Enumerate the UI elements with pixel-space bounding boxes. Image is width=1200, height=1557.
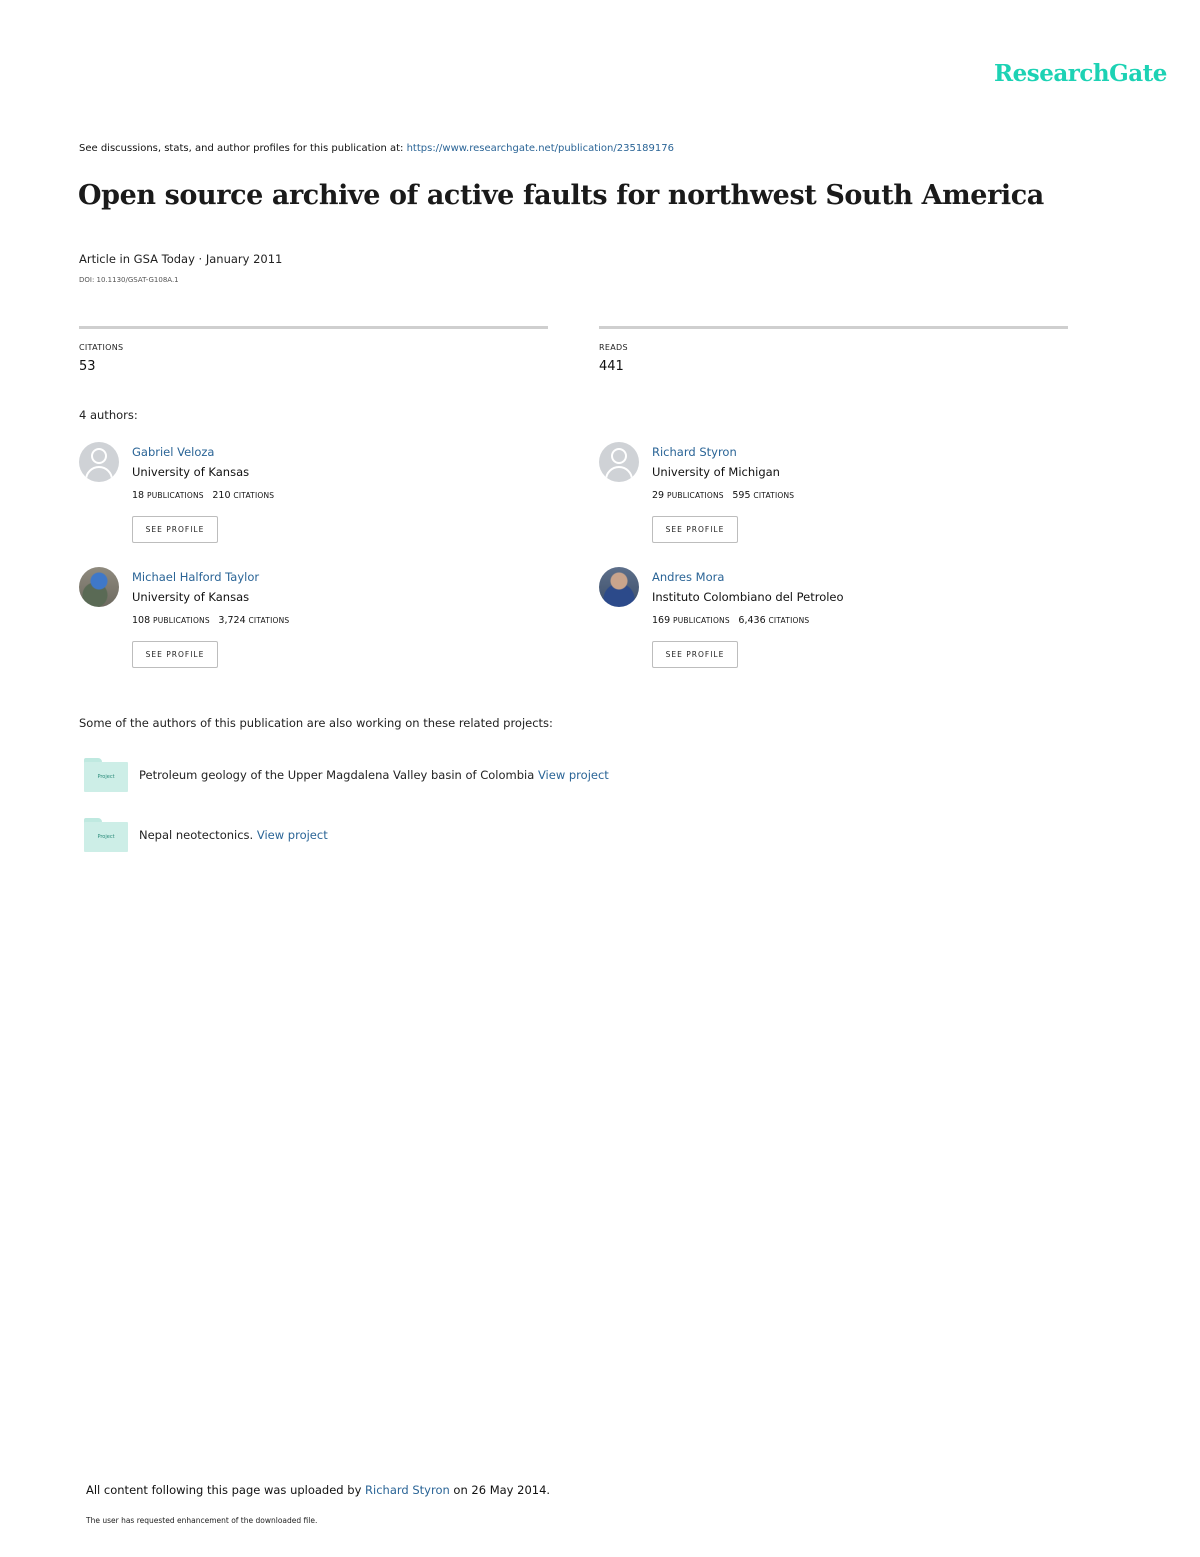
author-citations-label: CITATIONS [753, 491, 795, 500]
enhancement-note: The user has requested enhancement of the downloaded file. [86, 1516, 318, 1525]
author-name-link[interactable]: Richard Styron [652, 445, 737, 459]
uploader-link[interactable]: Richard Styron [365, 1483, 450, 1497]
view-project-link[interactable]: View project [537, 768, 609, 782]
author-stats [652, 490, 794, 501]
see-profile-button[interactable]: SEE PROFILE [132, 641, 218, 668]
author-citations-count: 210 [212, 490, 231, 501]
project-title: Petroleum geology of the Upper Magdalena Valley basin of Colombia [139, 768, 538, 782]
author-institution: University of Kansas [132, 465, 250, 479]
citations-stat [79, 326, 548, 374]
reads-stat [599, 326, 1068, 374]
researchgate-logo: ResearchGate [994, 60, 1167, 87]
author-publications-count: 29 [652, 490, 665, 501]
reads-value: 441 [599, 359, 624, 374]
see-profile-button[interactable]: SEE PROFILE [652, 641, 738, 668]
author-name-link[interactable]: Michael Halford Taylor [132, 570, 260, 584]
folder-icon [84, 758, 128, 792]
citations-value: 53 [79, 359, 96, 374]
see-profile-button[interactable]: SEE PROFILE [132, 516, 218, 543]
project-text [139, 828, 328, 842]
reads-label: READS [599, 343, 628, 352]
avatar-placeholder-icon[interactable] [599, 442, 639, 482]
author-name-link[interactable]: Gabriel Veloza [132, 445, 215, 459]
publication-doi: DOI: 10.1130/GSAT-G108A.1 [79, 276, 179, 284]
project-item [84, 816, 684, 856]
see-discussions-text: See discussions, stats, and author profiles for this publication at: [79, 143, 407, 154]
folder-icon [84, 818, 128, 852]
view-project-link[interactable]: View project [256, 828, 328, 842]
see-discussions-line [79, 143, 674, 154]
author-citations-label: CITATIONS [768, 616, 810, 625]
author-card [599, 442, 1039, 552]
project-item [84, 756, 684, 796]
publication-meta: Article in GSA Today · January 2011 [79, 252, 283, 266]
author-citations-count: 595 [732, 490, 751, 501]
author-name-link[interactable]: Andres Mora [652, 570, 725, 584]
project-title: Nepal neotectonics. [139, 828, 257, 842]
author-citations-label: CITATIONS [233, 491, 275, 500]
author-institution: Instituto Colombiano del Petroleo [652, 590, 844, 604]
citations-label: CITATIONS [79, 343, 124, 352]
author-photo-avatar[interactable] [79, 567, 119, 607]
author-card [79, 442, 519, 552]
avatar-placeholder-icon[interactable] [79, 442, 119, 482]
authors-heading: 4 authors: [79, 408, 138, 422]
author-institution: University of Kansas [132, 590, 250, 604]
publication-title: Open source archive of active faults for northwest South America [78, 180, 1044, 211]
author-publications-count: 169 [652, 615, 671, 626]
folder-label: Project [97, 834, 115, 840]
author-publications-label: PUBLICATIONS [673, 616, 730, 625]
author-publications-label: PUBLICATIONS [666, 491, 724, 500]
author-photo-avatar[interactable] [599, 567, 639, 607]
author-institution: University of Michigan [652, 465, 780, 479]
author-citations-count: 6,436 [738, 615, 766, 626]
folder-label: Project [97, 774, 115, 780]
author-citations-label: CITATIONS [248, 616, 290, 625]
author-publications-label: PUBLICATIONS [146, 491, 204, 500]
author-publications-label: PUBLICATIONS [153, 616, 210, 625]
projects-heading: Some of the authors of this publication are also working on these related projects: [79, 716, 553, 730]
project-text [139, 768, 609, 782]
upload-suffix: on 26 May 2014. [449, 1483, 551, 1497]
author-card [79, 567, 519, 677]
upload-prefix: All content following this page was uploaded by [86, 1483, 366, 1497]
publication-url-link[interactable]: https://www.researchgate.net/publication/235189176 [406, 143, 674, 154]
author-publications-count: 108 [132, 615, 151, 626]
see-profile-button[interactable]: SEE PROFILE [652, 516, 738, 543]
author-citations-count: 3,724 [218, 615, 246, 626]
author-publications-count: 18 [132, 490, 145, 501]
author-card [599, 567, 1039, 677]
author-stats [132, 490, 274, 501]
author-stats [652, 615, 809, 626]
upload-notice [86, 1483, 550, 1497]
author-stats [132, 615, 289, 626]
